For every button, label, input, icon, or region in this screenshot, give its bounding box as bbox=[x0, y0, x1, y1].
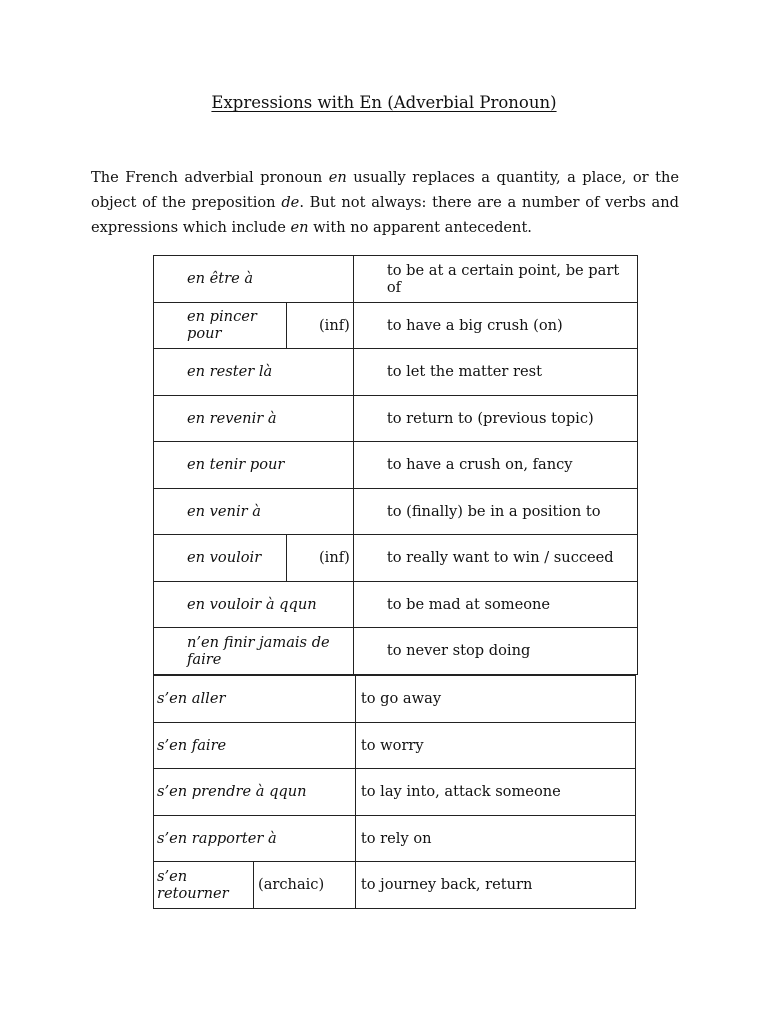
french-expression: en être à bbox=[187, 270, 254, 288]
english-meaning-cell bbox=[353, 628, 637, 675]
register-note: (inf) bbox=[318, 549, 350, 567]
french-expression-cell bbox=[154, 769, 356, 816]
french-expression-cell bbox=[154, 349, 354, 396]
expressions-table-sen bbox=[153, 675, 636, 909]
english-meaning-cell bbox=[353, 349, 637, 396]
english-meaning-cell bbox=[355, 676, 635, 723]
french-expression: en vouloir bbox=[187, 549, 262, 567]
english-meaning: to rely on bbox=[360, 829, 432, 847]
intro-emphasis-en-2: en bbox=[290, 219, 309, 236]
english-meaning: to worry bbox=[360, 736, 424, 754]
english-meaning: to (finally) be in a position to bbox=[386, 502, 601, 520]
intro-text-4: with no apparent antecedent. bbox=[308, 219, 532, 236]
french-expression: s’en faire bbox=[157, 736, 227, 754]
french-expression: s’en aller bbox=[157, 690, 226, 708]
french-expression-cell bbox=[154, 628, 354, 675]
register-note: (archaic) bbox=[258, 876, 325, 894]
french-expression-cell bbox=[154, 302, 354, 349]
english-meaning-cell bbox=[355, 722, 635, 769]
intro-text-1: The French adverbial pronoun bbox=[91, 169, 329, 186]
table-row bbox=[154, 628, 638, 675]
french-expression: en venir à bbox=[187, 502, 261, 520]
french-expression-cell bbox=[154, 815, 356, 862]
table-row bbox=[154, 581, 638, 628]
english-meaning-cell bbox=[353, 302, 637, 349]
expressions-table-en bbox=[153, 255, 638, 675]
register-note: (inf) bbox=[318, 316, 350, 334]
intro-emphasis-en-1: en bbox=[328, 169, 347, 186]
french-expression-cell bbox=[154, 488, 354, 535]
english-meaning-cell bbox=[355, 862, 635, 909]
french-expression: en revenir à bbox=[187, 409, 277, 427]
english-meaning-cell bbox=[353, 442, 637, 489]
english-meaning: to have a big crush (on) bbox=[386, 316, 563, 334]
french-expression-cell bbox=[154, 862, 356, 909]
english-meaning: to be mad at someone bbox=[386, 595, 551, 613]
table-row bbox=[154, 302, 638, 349]
english-meaning-cell bbox=[355, 769, 635, 816]
french-expression-cell bbox=[154, 442, 354, 489]
english-meaning: to let the matter rest bbox=[386, 363, 542, 381]
english-meaning: to really want to win / succeed bbox=[386, 549, 614, 567]
table-row bbox=[154, 769, 636, 816]
english-meaning-cell bbox=[353, 535, 637, 582]
intro-paragraph bbox=[91, 165, 679, 240]
french-expression: s’en retourner bbox=[157, 867, 229, 902]
french-expression: s’en prendre à qqun bbox=[157, 783, 307, 801]
english-meaning: to lay into, attack someone bbox=[360, 783, 561, 801]
table-row bbox=[154, 349, 638, 396]
table-row bbox=[154, 535, 638, 582]
table-row bbox=[154, 488, 638, 535]
english-meaning-cell bbox=[355, 815, 635, 862]
english-meaning: to never stop doing bbox=[386, 642, 531, 660]
table-row bbox=[154, 395, 638, 442]
french-expression: en rester là bbox=[187, 363, 273, 381]
french-expression-cell bbox=[154, 581, 354, 628]
table-row bbox=[154, 862, 636, 909]
french-expression: en tenir pour bbox=[187, 456, 285, 474]
french-expression-cell bbox=[154, 256, 354, 303]
table-row bbox=[154, 676, 636, 723]
intro-emphasis-de: de bbox=[281, 194, 300, 211]
french-expression: en vouloir à qqun bbox=[187, 595, 317, 613]
french-expression-cell bbox=[154, 722, 356, 769]
english-meaning-cell bbox=[353, 256, 637, 303]
english-meaning-cell bbox=[353, 581, 637, 628]
table-row bbox=[154, 442, 638, 489]
french-expression: en pincer pour bbox=[187, 308, 257, 343]
english-meaning-cell bbox=[353, 395, 637, 442]
english-meaning: to journey back, return bbox=[360, 876, 533, 894]
english-meaning: to be at a certain point, be part of bbox=[386, 261, 620, 296]
french-expression: s’en rapporter à bbox=[157, 829, 277, 847]
intro-text-3: . But not always: there are a number of verbs and expressions which include bbox=[91, 194, 679, 236]
french-expression: n’en finir jamais de faire bbox=[187, 633, 330, 668]
page-title: Expressions with En (Adverbial Pronoun) bbox=[211, 93, 557, 112]
english-meaning: to go away bbox=[360, 690, 442, 708]
english-meaning: to return to (previous topic) bbox=[386, 409, 594, 427]
table-row bbox=[154, 722, 636, 769]
table-row bbox=[154, 256, 638, 303]
french-expression-cell bbox=[154, 535, 354, 582]
english-meaning: to have a crush on, fancy bbox=[386, 456, 573, 474]
intro-text-2: usually replaces a quantity, a place, or the object of the preposition bbox=[91, 169, 679, 211]
french-expression-cell bbox=[154, 395, 354, 442]
english-meaning-cell bbox=[353, 488, 637, 535]
french-expression-cell bbox=[154, 676, 356, 723]
table-row bbox=[154, 815, 636, 862]
